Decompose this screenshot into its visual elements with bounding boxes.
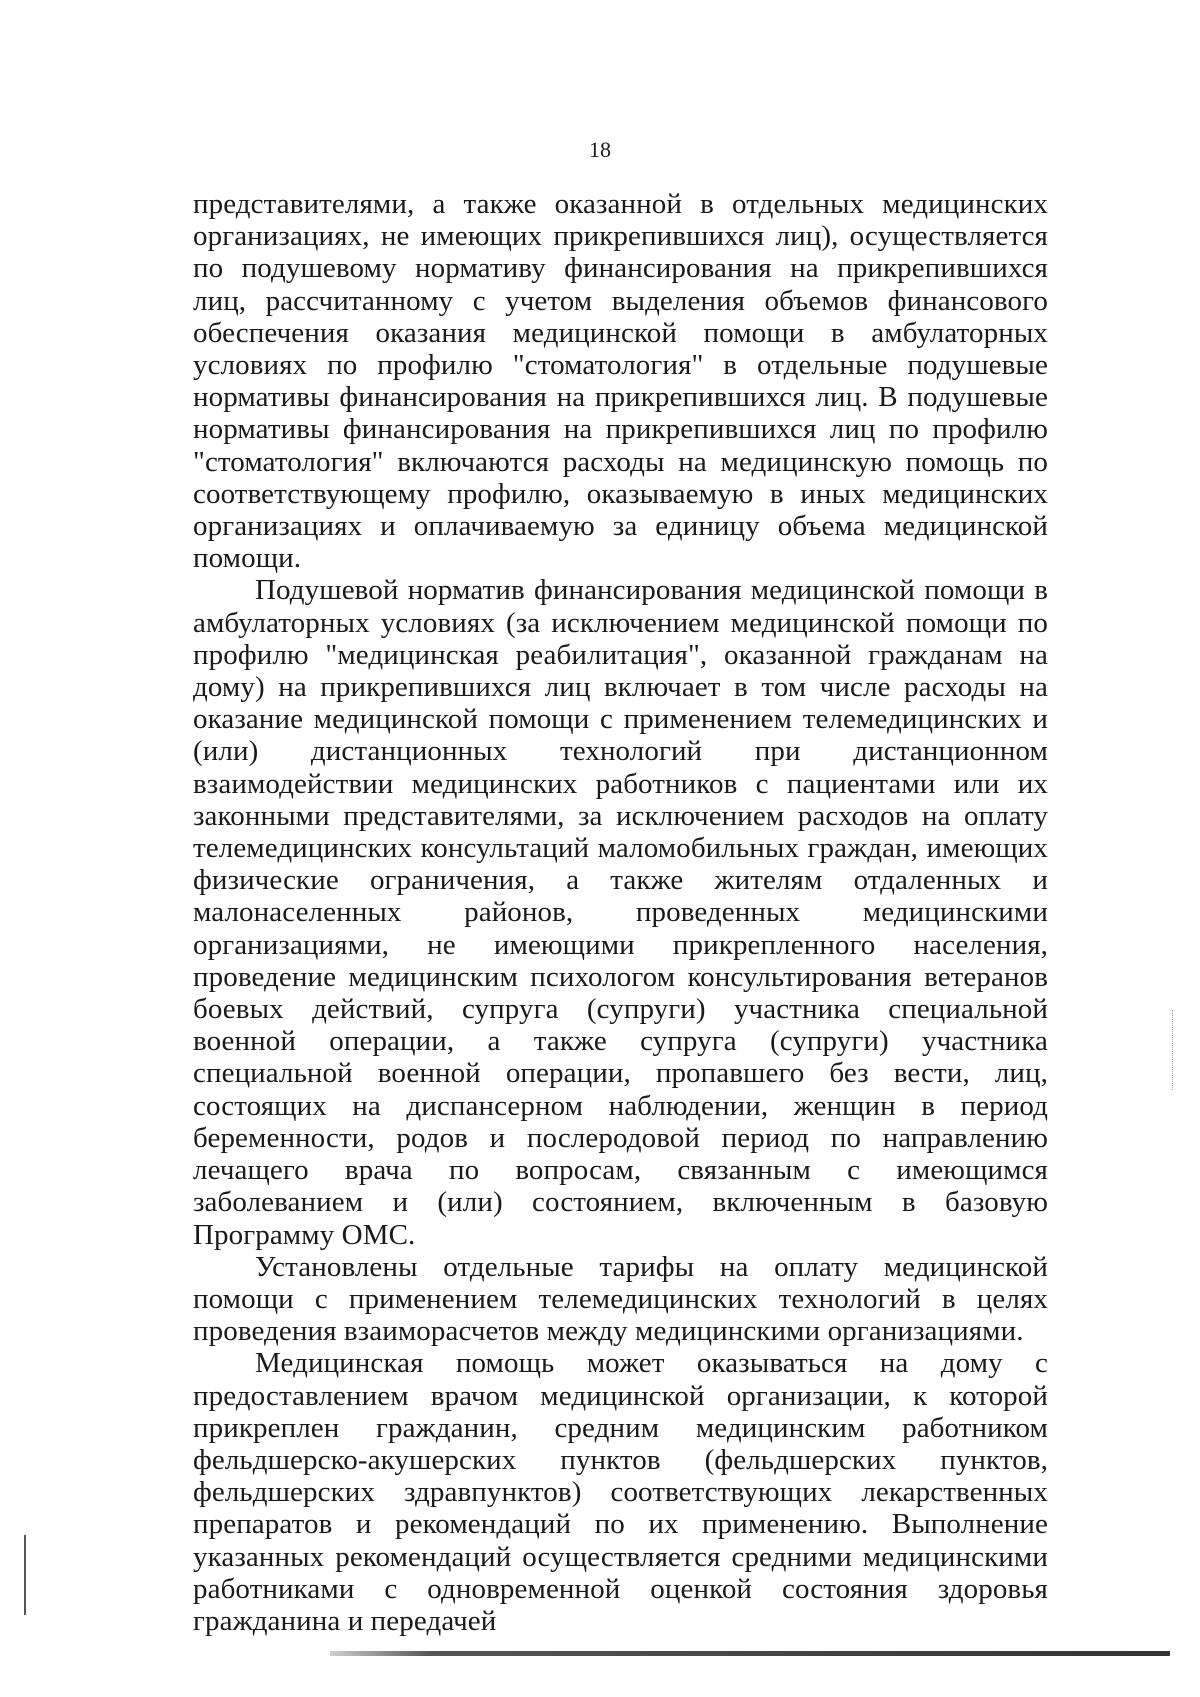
bottom-scan-rule	[330, 1651, 1170, 1656]
paragraph-telemedicine-tariffs: Установлены отдельные тарифы на оплату медицинской помощи с применением телемедицинских технологий в целях проведения взаиморасчетов между медицинскими организациями.	[193, 1250, 1048, 1348]
paragraph-continuation: представителями, а также оказанной в отдельных медицинских организациях, не имеющих прикрепившихся лиц), осуществляется по подушевому нормативу финансирования на прикрепившихся лиц, рассчитанному с учетом выделения объемов финансового обеспечения оказания медицинской помощи в амбулаторных условиях по профилю "стоматология" в отдельные подушевые нормативы финансирования на прикрепившихся лиц. В подушевые нормативы финансирования на прикрепившихся лиц по профилю "стоматология" включаются расходы на медицинскую помощь по соответствующему профилю, оказываемую в иных медицинских организациях и оплачиваемую за единицу объема медицинской помощи.	[193, 188, 1048, 575]
right-margin-dots	[1172, 1010, 1174, 1090]
paragraph-per-capita-norm: Подушевой норматив финансирования медицинской помощи в амбулаторных условиях (за исключением медицинской помощи по профилю "медицинская реабилитация", оказанной гражданам на дому) на прикрепившихся лиц включает в том числе расходы на оказание медицинской помощи с применением телемедицинских и (или) дистанционных технологий при дистанционном взаимодействии медицинских работников с пациентами или их законными представителями, за исключением расходов на оплату телемедицинских консультаций маломобильных граждан, имеющих физические ограничения, а также жителям отдаленных и малонаселенных районов, проведенных медицинскими организациями, не имеющими прикрепленного населения, проведение медицинским психологом консультирования ветеранов боевых действий, супруга (супруги) участника специальной военной операции, а также супруга (супруги) участника специальной военной операции, пропавшего без вести, лиц, состоящих на диспансерном наблюдении, женщин в период беременности, родов и послеродовой период по направлению лечащего врача по вопросам, связанным с имеющимся заболеванием и (или) состоянием, включенным в базовую Программу ОМС.	[193, 574, 1048, 1251]
page-number: 18	[589, 137, 611, 162]
paragraph-home-care: Медицинская помощь может оказываться на дому с предоставлением врачом медицинской организации, к которой прикреплен гражданин, средним медицинским работником фельдшерско-акушерских пунктов (фельдшерских пунктов, фельдшерских здравпунктов) соответствующих лекарственных препаратов и рекомендаций по их применению. Выполнение указанных рекомендаций осуществляется средними медицинскими работниками с одновременной оценкой состояния здоровья гражданина и передачей	[193, 1347, 1048, 1637]
document-body	[193, 188, 1048, 1637]
left-margin-mark	[24, 1535, 26, 1615]
